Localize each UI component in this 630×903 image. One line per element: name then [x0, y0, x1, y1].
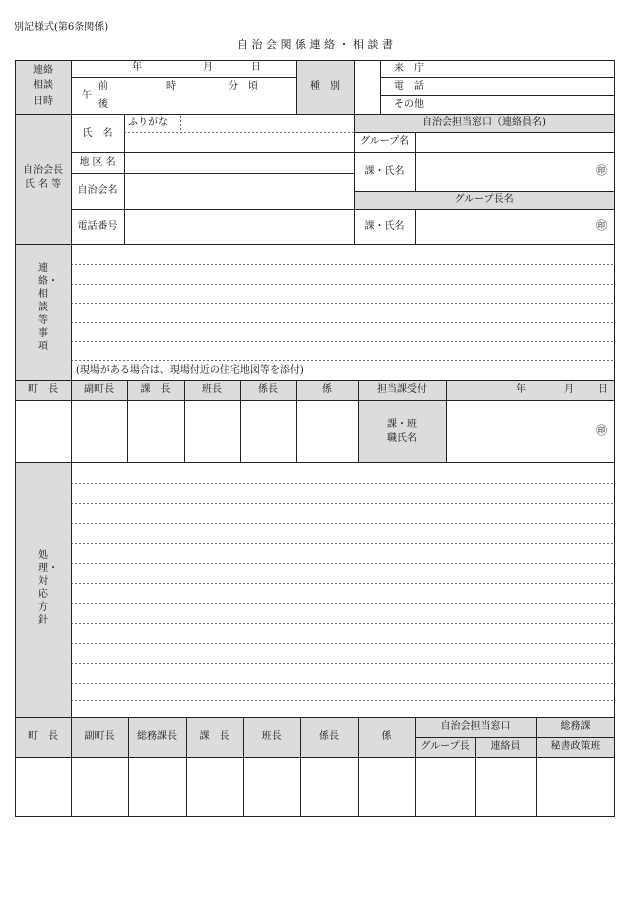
ampm-go: 午: [82, 90, 92, 101]
staff-label-1: 課・班: [387, 419, 417, 430]
section-name-label-1: 課・氏名: [364, 166, 405, 177]
minute-label: 分: [228, 81, 238, 92]
name-label: 氏 名: [82, 128, 113, 139]
approval2-window-liaison: 連絡員: [490, 741, 521, 752]
page-title: 自 治 会 関 係 連 絡 ・ 相 談 書: [237, 38, 393, 51]
approval2-window-group-leader: グループ長: [420, 741, 470, 752]
date-label-1: 連絡: [33, 65, 53, 76]
hour-label: 時: [166, 81, 176, 92]
type-label: 種 別: [310, 81, 340, 92]
approval2-header-general-chief: 総務課長: [137, 731, 177, 742]
approval1-header-reception: 担当課受付: [377, 384, 427, 395]
staff-label-2: 職氏名: [387, 433, 417, 444]
approval1-header-mayor: 町 長: [28, 384, 58, 395]
approval2-window-header: 自治会担当窓口: [440, 721, 511, 732]
group-label: グループ名: [359, 136, 410, 147]
chief-side-label-1: 自治会長: [23, 165, 63, 176]
type-phone[interactable]: 電 話: [394, 81, 424, 92]
date-label-2: 相談: [33, 80, 53, 91]
seal-icon: ㊞: [596, 219, 607, 232]
approval1-header-section-chief: 課 長: [140, 384, 171, 395]
furigana-label: ふりがな: [128, 117, 168, 128]
approval1-header-staff: 係: [322, 384, 332, 395]
chief-side-label-2: 氏 名 等: [24, 179, 62, 190]
approval2-header-staff: 係: [381, 731, 392, 742]
reception-month: 月: [564, 384, 574, 395]
approval2-header-section-chief: 課 長: [199, 731, 230, 742]
reception-year: 年: [516, 384, 526, 395]
seal-icon: ㊞: [596, 164, 607, 177]
handling-side-label: 処理・対応方針: [38, 550, 58, 626]
type-other[interactable]: その他: [394, 99, 424, 110]
approx-label: 頃: [248, 81, 258, 92]
year-label: 年: [132, 62, 142, 73]
assoc-label: 自治会名: [77, 185, 118, 196]
approval2-general-sub: 秘書政策班: [550, 741, 601, 752]
approval1-header-subsection-chief: 係長: [258, 384, 278, 395]
district-label: 地 区 名: [79, 157, 116, 168]
content-side-label: 連絡・相談等事項: [38, 263, 58, 352]
ampm-gozen: 前: [98, 81, 108, 92]
approval1-header-team-leader: 班長: [202, 384, 222, 395]
window-header: 自治会担当窓口（連絡員名): [422, 117, 546, 128]
form-label: 別記様式(第6条関係): [14, 22, 109, 33]
approval2-header-subsection-chief: 係長: [319, 731, 339, 742]
section-name-label-2: 課・氏名: [364, 221, 405, 232]
type-visit[interactable]: 来 庁: [394, 63, 424, 74]
ampm-gogo: 後: [98, 99, 108, 110]
group-leader-header: グループ長名: [454, 194, 514, 205]
approval2-header-deputy: 副町長: [84, 731, 115, 742]
date-label-3: 日時: [33, 96, 53, 107]
approval1-header-deputy: 副町長: [84, 384, 114, 395]
day-label: 日: [251, 62, 261, 73]
reception-day: 日: [598, 384, 608, 395]
month-label: 月: [203, 62, 213, 73]
approval2-general-header: 総務課: [560, 721, 591, 732]
content-note: (現場がある場合は、現場付近の住宅地図等を添付): [76, 365, 304, 376]
approval2-header-mayor: 町 長: [28, 731, 58, 742]
phone-label: 電話番号: [77, 221, 118, 232]
approval2-header-team-leader: 班長: [261, 731, 282, 742]
seal-icon: ㊞: [596, 424, 607, 437]
